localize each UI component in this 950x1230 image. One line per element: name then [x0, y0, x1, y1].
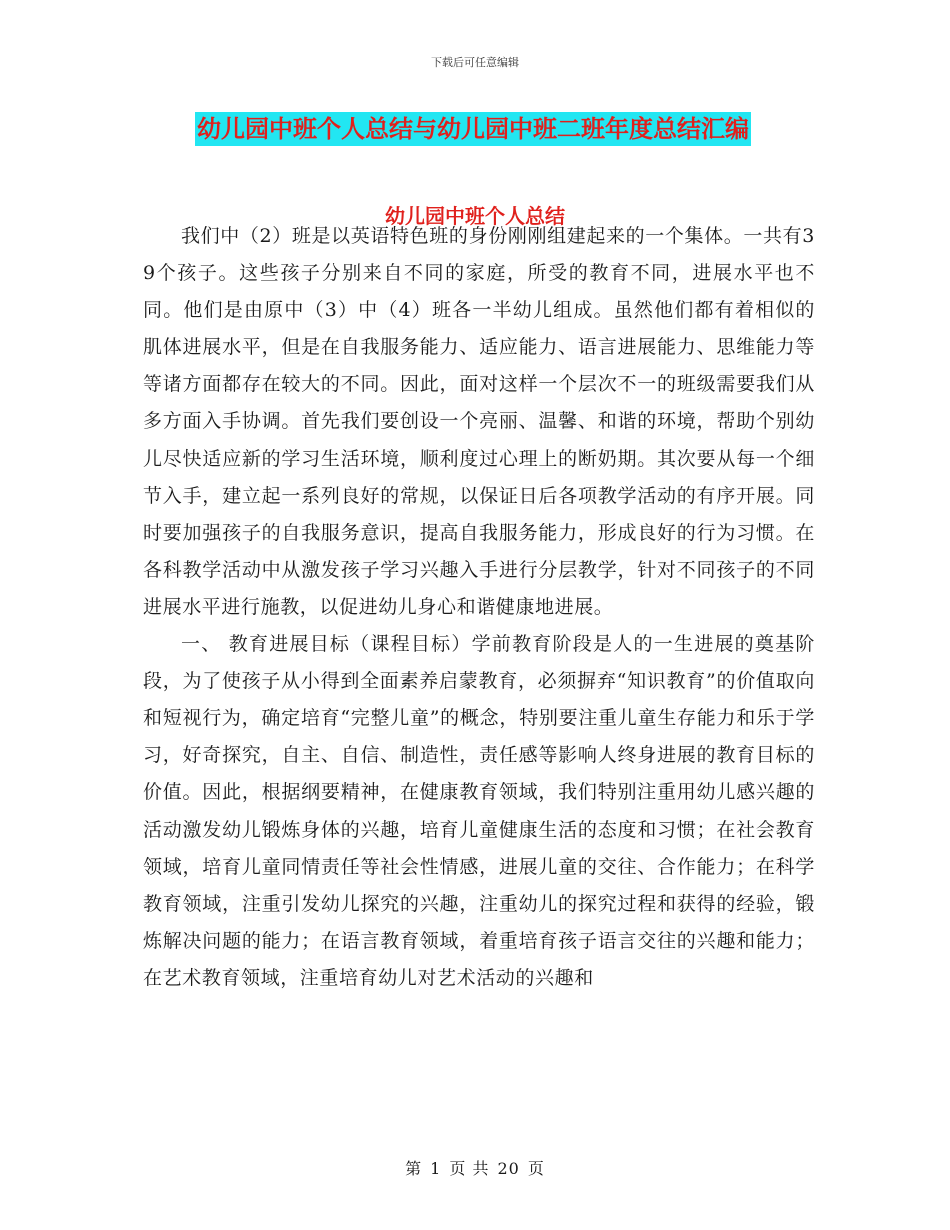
page-mid: 页 共	[449, 1159, 490, 1178]
page-footer	[0, 1156, 950, 1179]
page-prefix: 第	[405, 1159, 423, 1178]
page-number: 1	[430, 1159, 442, 1178]
body-paragraph: 一、 教育进展目标（课程目标）学前教育阶段是人的一生进展的奠基阶段，为了使孩子从小得到全面素养启蒙教育，必须摒弃“知识教育”的价值取向和短视行为，确定培育“完整儿童”的概念，特别要注重儿童生存能力和乐于学习，好奇探究，自主、自信、制造性，责任感等影响人终身进展的教育目标的价值。因此，根据纲要精神，在健康教育领域，我们特别注重用幼儿感兴趣的活动激发幼儿锻炼身体的兴趣，培育儿童健康生活的态度和习惯；在社会教育领域，培育儿童同情责任等社会性情感，进展儿童的交往、合作能力；在科学教育领域，注重引发幼儿探究的兴趣，注重幼儿的探究过程和获得的经验，锻炼解决问题的能力；在语言教育领域，着重培育孩子语言交往的兴趣和能力；在艺术教育领域，注重培育幼儿对艺术活动的兴趣和	[143, 633, 815, 989]
page-header-note: 下载后可任意编辑	[431, 56, 519, 69]
body-paragraph: 我们中（2）班是以英语特色班的身份刚刚组建起来的一个集体。一共有39个孩子。这些孩子分别来自不同的家庭，所受的教育不同，进展水平也不同。他们是由原中（3）中（4）班各一半幼儿组成。虽然他们都有着相似的肌体进展水平，但是在自我服务能力、适应能力、语言进展能力、思维能力等等诸方面都存在较大的不同。因此，面对这样一个层次不一的班级需要我们从多方面入手协调。首先我们要创设一个亮丽、温馨、和谐的环境，帮助个别幼儿尽快适应新的学习生活环境，顺利度过心理上的断奶期。其次要从每一个细节入手，建立起一系列良好的常规，以保证日后各项教学活动的有序开展。同时要加强孩子的自我服务意识，提高自我服务能力，形成良好的行为习惯。在各科教学活动中从激发孩子学习兴趣入手进行分层教学，针对不同孩子的不同进展水平进行施教，以促进幼儿身心和谐健康地进展。	[143, 225, 815, 618]
document-title: 幼儿园中班个人总结与幼儿园中班二班年度总结汇编	[195, 112, 751, 146]
section-title: 幼儿园中班个人总结	[385, 204, 565, 228]
document-body	[143, 218, 815, 997]
page-suffix: 页	[527, 1159, 545, 1178]
total-pages: 20	[497, 1159, 520, 1178]
